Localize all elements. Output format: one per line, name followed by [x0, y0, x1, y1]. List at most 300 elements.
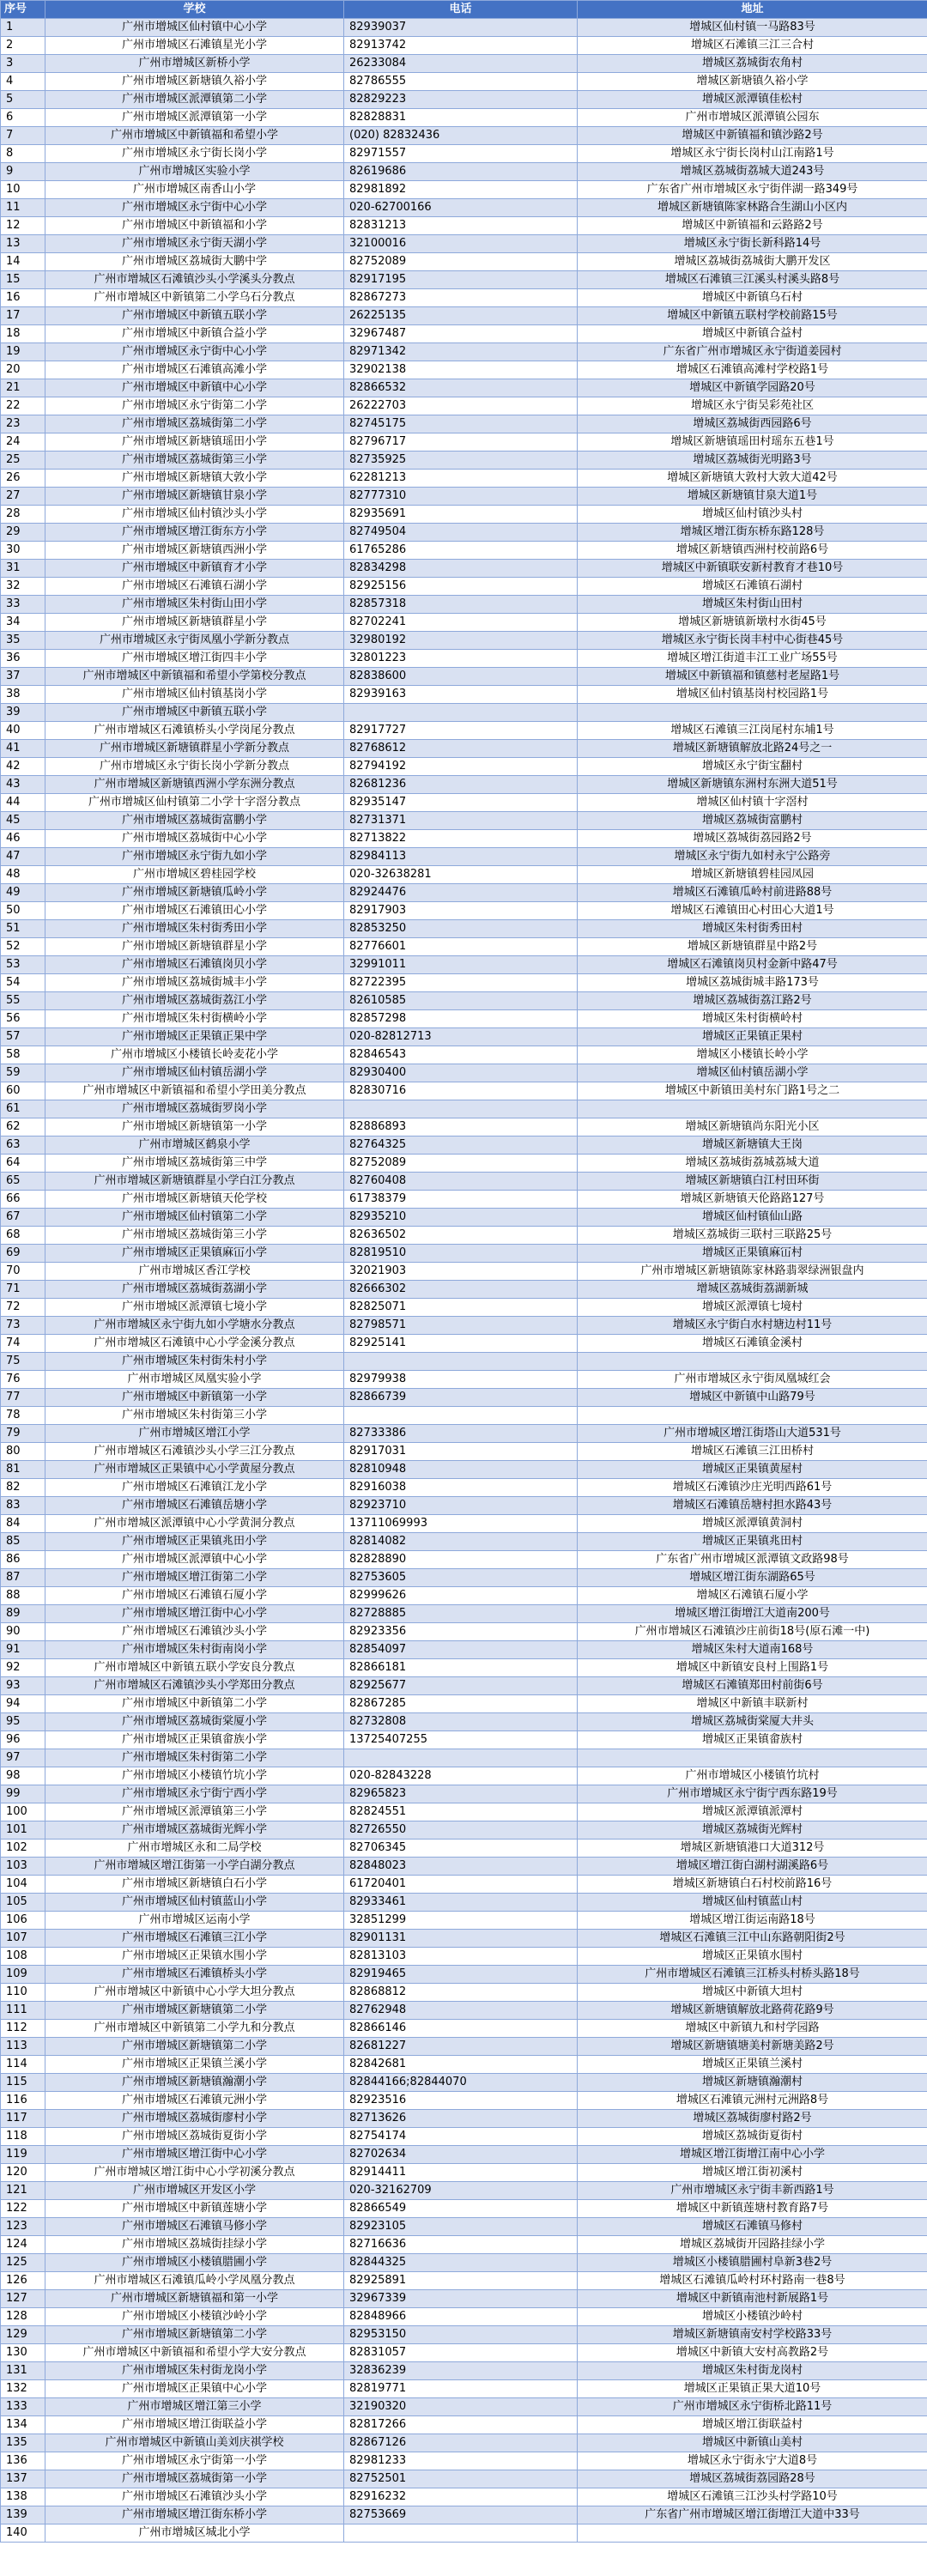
school-name-cell: 广州市增城区石滩镇沙头小学溪头分教点: [45, 271, 344, 289]
table-row: [1, 1587, 927, 1605]
table-row: [1, 2344, 927, 2362]
phone-cell: 26225135: [344, 307, 578, 325]
address-cell: 广东省广州市增城区永宁街伴湖一路349号: [578, 181, 927, 199]
table-row: [1, 1731, 927, 1749]
row-index-cell: 93: [1, 1677, 45, 1695]
address-cell: 增城区中新镇乌石村: [578, 289, 927, 307]
address-cell: 增城区正果镇黄屋村: [578, 1461, 927, 1479]
row-index-cell: 105: [1, 1894, 45, 1912]
address-cell: 增城区永宁街宝翻村: [578, 758, 927, 776]
school-name-cell: 广州市增城区朱村街山田小学: [45, 596, 344, 614]
school-name-cell: 广州市增城区小楼镇竹坑小学: [45, 1767, 344, 1785]
address-cell: 增城区新塘镇港口大道312号: [578, 1840, 927, 1858]
row-index-cell: 101: [1, 1821, 45, 1840]
phone-cell: 82776601: [344, 938, 578, 956]
table-row: [1, 1263, 927, 1281]
school-name-cell: 广州市增城区正果镇兰溪小学: [45, 2056, 344, 2074]
school-name-cell: 广州市增城区新塘镇瑶田小学: [45, 433, 344, 452]
address-cell: 增城区朱村街山田村: [578, 596, 927, 614]
address-cell: 增城区新塘镇天伦路路127号: [578, 1191, 927, 1209]
row-index-cell: 50: [1, 902, 45, 920]
phone-cell: 32801223: [344, 650, 578, 668]
school-name-cell: 广州市增城区永宁街中心小学: [45, 343, 344, 361]
school-name-cell: 广州市增城区石滩镇桥头小学: [45, 1966, 344, 1984]
phone-cell: 82749504: [344, 524, 578, 542]
school-name-cell: 广州市增城区石滩镇沙头小学: [45, 2488, 344, 2506]
address-cell: 增城区荔城街三联村三联路25号: [578, 1227, 927, 1245]
table-row: [1, 397, 927, 415]
row-index-cell: 22: [1, 397, 45, 415]
table-row: [1, 1623, 927, 1641]
row-index-cell: 21: [1, 379, 45, 397]
phone-cell: 82681227: [344, 2038, 578, 2056]
table-row: [1, 1281, 927, 1299]
school-name-cell: 广州市增城区派潭镇第二小学: [45, 91, 344, 109]
address-cell: 增城区中新镇莲塘村教育路7号: [578, 2200, 927, 2218]
school-name-cell: 广州市增城区新塘镇久裕小学: [45, 73, 344, 91]
phone-cell: 82919465: [344, 1966, 578, 1984]
table-row: [1, 1479, 927, 1497]
school-name-cell: 广州市增城区正果镇正果中学: [45, 1028, 344, 1046]
row-index-cell: 127: [1, 2290, 45, 2308]
address-cell: 广州市增城区永宁街宁西东路19号: [578, 1785, 927, 1803]
address-cell: 增城区小楼镇长岭小学: [578, 1046, 927, 1064]
table-row: [1, 2182, 927, 2200]
table-row: [1, 1371, 927, 1389]
school-name-cell: 广州市增城区永宁街九如小学: [45, 848, 344, 866]
phone-cell: 82764325: [344, 1136, 578, 1155]
address-cell: 增城区新塘镇白石村校前路16号: [578, 1876, 927, 1894]
school-name-cell: 广州市增城区小楼镇沙岭小学: [45, 2308, 344, 2326]
table-row: [1, 758, 927, 776]
row-index-cell: 108: [1, 1948, 45, 1966]
phone-cell: 82925156: [344, 578, 578, 596]
school-name-cell: 广州市增城区石滩镇三江小学: [45, 1930, 344, 1948]
school-name-cell: 广州市增城区朱村街南岗小学: [45, 1641, 344, 1659]
school-name-cell: 广州市增城区中新镇五联小学安良分教点: [45, 1659, 344, 1677]
row-index-cell: 43: [1, 776, 45, 794]
phone-cell: 020-62700166: [344, 199, 578, 217]
phone-cell: 82917727: [344, 722, 578, 740]
address-cell: 增城区新塘镇瑶田村瑶东五巷1号: [578, 433, 927, 452]
school-name-cell: 广州市增城区朱村街朱村小学: [45, 1353, 344, 1371]
school-name-cell: 广州市增城区派潭镇中心小学: [45, 1551, 344, 1569]
phone-cell: 61738379: [344, 1191, 578, 1209]
address-cell: 增城区荔城街富鹏村: [578, 812, 927, 830]
table-row: [1, 1353, 927, 1371]
school-name-cell: 广州市增城区新塘镇第二小学: [45, 2038, 344, 2056]
school-name-cell: 广州市增城区中新镇第二小学乌石分教点: [45, 289, 344, 307]
table-row: [1, 379, 927, 397]
phone-cell: 82824551: [344, 1803, 578, 1821]
table-row: [1, 686, 927, 704]
school-name-cell: 广州市增城区中新镇福和希望小学: [45, 127, 344, 145]
table-row: [1, 2308, 927, 2326]
phone-cell: 82933461: [344, 1894, 578, 1912]
row-index-cell: 123: [1, 2218, 45, 2236]
address-cell: [578, 704, 927, 722]
school-name-cell: 广州市增城区增江街东桥小学: [45, 2506, 344, 2524]
table-row: [1, 2056, 927, 2074]
table-row: [1, 650, 927, 668]
address-cell: 增城区新塘镇碧桂园凤园: [578, 866, 927, 884]
phone-cell: 82722395: [344, 974, 578, 992]
school-name-cell: 广州市增城区中新镇五联小学: [45, 307, 344, 325]
address-cell: 增城区新塘镇久裕小学: [578, 73, 927, 91]
table-row: [1, 776, 927, 794]
table-row: [1, 1136, 927, 1155]
table-row: [1, 2452, 927, 2470]
address-cell: 增城区中新镇福和镇慈村老屋路1号: [578, 668, 927, 686]
row-index-cell: 85: [1, 1533, 45, 1551]
table-row: [1, 992, 927, 1010]
row-index-cell: 88: [1, 1587, 45, 1605]
row-index-cell: 52: [1, 938, 45, 956]
address-cell: 增城区新塘镇塘美村新塘美路2号: [578, 2038, 927, 2056]
address-cell: 增城区正果镇正果大道10号: [578, 2380, 927, 2398]
school-name-cell: 广州市增城区新塘镇甘泉小学: [45, 488, 344, 506]
school-name-cell: 广州市增城区仙村镇基岗小学: [45, 686, 344, 704]
school-name-cell: 广州市增城区石滩镇石湖小学: [45, 578, 344, 596]
phone-cell: 82866181: [344, 1659, 578, 1677]
table-row: [1, 1299, 927, 1317]
phone-cell: 26222703: [344, 397, 578, 415]
row-index-cell: 38: [1, 686, 45, 704]
row-index-cell: 24: [1, 433, 45, 452]
table-row: [1, 1227, 927, 1245]
row-index-cell: 92: [1, 1659, 45, 1677]
row-index-cell: 5: [1, 91, 45, 109]
address-cell: 广州市增城区增江街塔山大道531号: [578, 1425, 927, 1443]
table-row: [1, 2290, 927, 2308]
row-index-cell: 98: [1, 1767, 45, 1785]
phone-cell: 61765286: [344, 542, 578, 560]
address-cell: 增城区荔城街荔江路2号: [578, 992, 927, 1010]
row-index-cell: 137: [1, 2470, 45, 2488]
phone-cell: 82706345: [344, 1840, 578, 1858]
address-cell: 增城区增江街运南路18号: [578, 1912, 927, 1930]
table-row: [1, 470, 927, 488]
table-header: [1, 1, 927, 19]
phone-cell: 82854097: [344, 1641, 578, 1659]
row-index-cell: 11: [1, 199, 45, 217]
row-index-cell: 97: [1, 1749, 45, 1767]
row-index-cell: 28: [1, 506, 45, 524]
phone-cell: 82971342: [344, 343, 578, 361]
phone-cell: 82981233: [344, 2452, 578, 2470]
table-row: [1, 1191, 927, 1209]
row-index-cell: 119: [1, 2146, 45, 2164]
school-name-cell: 广州市增城区新塘镇群星小学: [45, 614, 344, 632]
school-name-cell: 广州市增城区中新镇第一小学: [45, 1389, 344, 1407]
phone-cell: 82867285: [344, 1695, 578, 1713]
table-row: [1, 2380, 927, 2398]
table-row: [1, 1028, 927, 1046]
row-index-cell: 110: [1, 1984, 45, 2002]
school-name-cell: 广州市增城区中新镇第二小学九和分教点: [45, 2020, 344, 2038]
address-cell: 增城区新塘镇新墩村水街45号: [578, 614, 927, 632]
row-index-cell: 132: [1, 2380, 45, 2398]
table-row: [1, 974, 927, 992]
school-name-cell: 广州市增城区派潭镇中心小学黄洞分教点: [45, 1515, 344, 1533]
address-cell: 广州市增城区石滩镇沙庄前街18号(原石滩一中): [578, 1623, 927, 1641]
phone-cell: 82732808: [344, 1713, 578, 1731]
address-cell: 增城区新塘镇大王岗: [578, 1136, 927, 1155]
phone-cell: 82917195: [344, 271, 578, 289]
address-cell: 广州市增城区永宁街桥北路11号: [578, 2398, 927, 2416]
address-cell: 增城区仙村镇基岗村校园路1号: [578, 686, 927, 704]
school-name-cell: 广州市增城区鹤泉小学: [45, 1136, 344, 1155]
phone-cell: 32100016: [344, 235, 578, 253]
row-index-cell: 130: [1, 2344, 45, 2362]
address-cell: 增城区荔城街荔城街大鹏开发区: [578, 253, 927, 271]
phone-cell: 82924476: [344, 884, 578, 902]
table-row: [1, 1695, 927, 1713]
table-row: [1, 1173, 927, 1191]
table-row: [1, 1984, 927, 2002]
table-row: [1, 1677, 927, 1695]
school-name-cell: 广州市增城区荔城街富鹏小学: [45, 812, 344, 830]
phone-cell: 82923516: [344, 2092, 578, 2110]
address-cell: 增城区新塘镇西洲村校前路6号: [578, 542, 927, 560]
school-name-cell: 广州市增城区碧桂园学校: [45, 866, 344, 884]
table-row: [1, 578, 927, 596]
table-row: [1, 1894, 927, 1912]
phone-cell: 82728885: [344, 1605, 578, 1623]
phone-cell: 82866739: [344, 1389, 578, 1407]
table-row: [1, 2470, 927, 2488]
row-index-cell: 112: [1, 2020, 45, 2038]
row-index-cell: 23: [1, 415, 45, 433]
table-row: [1, 452, 927, 470]
address-cell: 增城区新塘镇瀚潮村: [578, 2074, 927, 2092]
address-cell: 增城区仙村镇沙头村: [578, 506, 927, 524]
row-index-cell: 51: [1, 920, 45, 938]
address-cell: 增城区中新镇大坦村: [578, 1984, 927, 2002]
phone-cell: 82953150: [344, 2326, 578, 2344]
table-row: [1, 181, 927, 199]
address-cell: 增城区派潭镇七境村: [578, 1299, 927, 1317]
table-row: [1, 848, 927, 866]
address-cell: 增城区永宁街吴彩苑社区: [578, 397, 927, 415]
school-name-cell: 广州市增城区荔城街第一小学: [45, 2470, 344, 2488]
table-row: [1, 1407, 927, 1425]
row-index-cell: 66: [1, 1191, 45, 1209]
table-row: [1, 2092, 927, 2110]
phone-cell: 82923356: [344, 1623, 578, 1641]
phone-cell: 82857318: [344, 596, 578, 614]
school-name-cell: 广州市增城区荔城街光辉小学: [45, 1821, 344, 1840]
table-row: [1, 722, 927, 740]
table-row: [1, 2362, 927, 2380]
phone-cell: 82831213: [344, 217, 578, 235]
table-row: [1, 2020, 927, 2038]
address-cell: 增城区石滩镇三江岗尾村东埔1号: [578, 722, 927, 740]
school-name-cell: 广州市增城区石滩镇沙头小学三江分教点: [45, 1443, 344, 1461]
row-index-cell: 10: [1, 181, 45, 199]
table-row: [1, 1785, 927, 1803]
school-name-cell: 广州市增城区石滩镇岳塘小学: [45, 1497, 344, 1515]
address-cell: 增城区永宁街长岗村山江南路1号: [578, 145, 927, 163]
address-cell: 增城区石滩镇田心村田心大道1号: [578, 902, 927, 920]
table-row: [1, 145, 927, 163]
row-index-cell: 129: [1, 2326, 45, 2344]
phone-cell: 61720401: [344, 1876, 578, 1894]
address-cell: 增城区增江街联益村: [578, 2416, 927, 2434]
school-name-cell: 广州市增城区石滩镇元洲小学: [45, 2092, 344, 2110]
phone-cell: 82913742: [344, 37, 578, 55]
phone-cell: 82610585: [344, 992, 578, 1010]
row-index-cell: 8: [1, 145, 45, 163]
table-row: [1, 956, 927, 974]
row-index-cell: 72: [1, 1299, 45, 1317]
row-index-cell: 120: [1, 2164, 45, 2182]
school-name-cell: 广州市增城区荔城街荔湖小学: [45, 1281, 344, 1299]
address-cell: 增城区中新镇联安新村教育才巷10号: [578, 560, 927, 578]
school-name-cell: 广州市增城区石滩镇中心小学金溪分教点: [45, 1335, 344, 1353]
address-cell: 广东省广州市增城区永宁街道姜园村: [578, 343, 927, 361]
table-row: [1, 361, 927, 379]
phone-cell: 32967339: [344, 2290, 578, 2308]
school-name-cell: 广州市增城区正果镇麻冚小学: [45, 1245, 344, 1263]
phone-cell: 82923710: [344, 1497, 578, 1515]
address-cell: 增城区石滩镇马修村: [578, 2218, 927, 2236]
address-cell: 增城区仙村镇仙山路: [578, 1209, 927, 1227]
school-name-cell: 广州市增城区石滩镇田心小学: [45, 902, 344, 920]
table-row: [1, 1064, 927, 1082]
address-cell: 增城区荔城街荔城荔城大道: [578, 1155, 927, 1173]
row-index-cell: 77: [1, 1389, 45, 1407]
table-row: [1, 37, 927, 55]
school-name-cell: 广州市增城区新塘镇大敦小学: [45, 470, 344, 488]
table-row: [1, 127, 927, 145]
phone-cell: 13711069993: [344, 1515, 578, 1533]
table-row: [1, 271, 927, 289]
phone-cell: 82813103: [344, 1948, 578, 1966]
school-name-cell: 广州市增城区派潭镇七境小学: [45, 1299, 344, 1317]
table-row: [1, 415, 927, 433]
address-cell: 增城区朱村街龙岗村: [578, 2362, 927, 2380]
row-index-cell: 3: [1, 55, 45, 73]
phone-cell: 13725407255: [344, 1731, 578, 1749]
phone-cell: 82713626: [344, 2110, 578, 2128]
table-row: [1, 632, 927, 650]
row-index-cell: 60: [1, 1082, 45, 1100]
address-cell: 增城区增江街白湖村湖溪路6号: [578, 1858, 927, 1876]
address-cell: 增城区新塘镇解放北路荷花路9号: [578, 2002, 927, 2020]
row-index-cell: 33: [1, 596, 45, 614]
address-cell: 增城区荔城街荔湖新城: [578, 1281, 927, 1299]
row-index-cell: 16: [1, 289, 45, 307]
phone-cell: 82866549: [344, 2200, 578, 2218]
school-name-cell: 广州市增城区石滩镇江龙小学: [45, 1479, 344, 1497]
phone-cell: 82726550: [344, 1821, 578, 1840]
phone-cell: 82798571: [344, 1317, 578, 1335]
row-index-cell: 118: [1, 2128, 45, 2146]
school-name-cell: 广州市增城区荔城街廖村小学: [45, 2110, 344, 2128]
phone-cell: 82716636: [344, 2236, 578, 2254]
row-index-cell: 31: [1, 560, 45, 578]
phone-cell: 82925141: [344, 1335, 578, 1353]
table-row: [1, 1155, 927, 1173]
address-cell: 增城区石滩镇金溪村: [578, 1335, 927, 1353]
school-name-cell: 广州市增城区石滩镇瓜岭小学凤凰分教点: [45, 2272, 344, 2290]
table-row: [1, 19, 927, 37]
phone-cell: 82853250: [344, 920, 578, 938]
phone-cell: 32851299: [344, 1912, 578, 1930]
school-name-cell: 广州市增城区石滩镇岗贝小学: [45, 956, 344, 974]
row-index-cell: 100: [1, 1803, 45, 1821]
row-index-cell: 73: [1, 1317, 45, 1335]
address-cell: 增城区中新镇合益村: [578, 325, 927, 343]
school-name-cell: 广州市增城区中新镇莲塘小学: [45, 2200, 344, 2218]
row-index-cell: 70: [1, 1263, 45, 1281]
row-index-cell: 9: [1, 163, 45, 181]
row-index-cell: 131: [1, 2362, 45, 2380]
address-cell: 增城区新塘镇白江村田环街: [578, 1173, 927, 1191]
address-cell: 增城区中新镇五联村学校前路15号: [578, 307, 927, 325]
table-row: [1, 1389, 927, 1407]
row-index-cell: 95: [1, 1713, 45, 1731]
row-index-cell: 42: [1, 758, 45, 776]
row-index-cell: 26: [1, 470, 45, 488]
phone-cell: 82819510: [344, 1245, 578, 1263]
school-name-cell: 广州市增城区增江街中心小学: [45, 2146, 344, 2164]
table-row: [1, 1118, 927, 1136]
phone-cell: 82846543: [344, 1046, 578, 1064]
table-row: [1, 1425, 927, 1443]
table-row: [1, 2524, 927, 2543]
table-row: [1, 920, 927, 938]
school-name-cell: 广州市增城区新塘镇瀚潮小学: [45, 2074, 344, 2092]
table-row: [1, 1767, 927, 1785]
phone-cell: [344, 1407, 578, 1425]
address-cell: 增城区新塘镇大敦村大敦大道42号: [578, 470, 927, 488]
phone-cell: 82842681: [344, 2056, 578, 2074]
table-row: [1, 1966, 927, 1984]
table-row: [1, 307, 927, 325]
phone-cell: 82916038: [344, 1479, 578, 1497]
address-cell: 增城区中新镇南池村新展路1号: [578, 2290, 927, 2308]
table-row: [1, 1515, 927, 1533]
row-index-cell: 55: [1, 992, 45, 1010]
address-cell: 增城区增江街东桥东路128号: [578, 524, 927, 542]
row-index-cell: 94: [1, 1695, 45, 1713]
phone-cell: 020-82843228: [344, 1767, 578, 1785]
row-index-cell: 46: [1, 830, 45, 848]
table-row: [1, 1046, 927, 1064]
address-cell: 增城区永宁街长新科路14号: [578, 235, 927, 253]
school-name-cell: 广州市增城区增江街第一小学白湖分教点: [45, 1858, 344, 1876]
row-index-cell: 44: [1, 794, 45, 812]
table-row: [1, 1930, 927, 1948]
school-name-cell: 广州市增城区永宁街长岗小学: [45, 145, 344, 163]
school-name-cell: 广州市增城区荔城街第三中学: [45, 1155, 344, 1173]
school-name-cell: 广州市增城区城北小学: [45, 2524, 344, 2543]
phone-cell: 82939163: [344, 686, 578, 704]
phone-cell: 82666302: [344, 1281, 578, 1299]
table-row: [1, 1443, 927, 1461]
phone-cell: 82923105: [344, 2218, 578, 2236]
table-row: [1, 560, 927, 578]
address-cell: 增城区中新镇学园路20号: [578, 379, 927, 397]
row-index-cell: 89: [1, 1605, 45, 1623]
row-index-cell: 126: [1, 2272, 45, 2290]
school-name-cell: 广州市增城区荔城街大鹏中学: [45, 253, 344, 271]
table-row: [1, 2326, 927, 2344]
school-name-cell: 广州市增城区增江街中心小学: [45, 1605, 344, 1623]
row-index-cell: 29: [1, 524, 45, 542]
